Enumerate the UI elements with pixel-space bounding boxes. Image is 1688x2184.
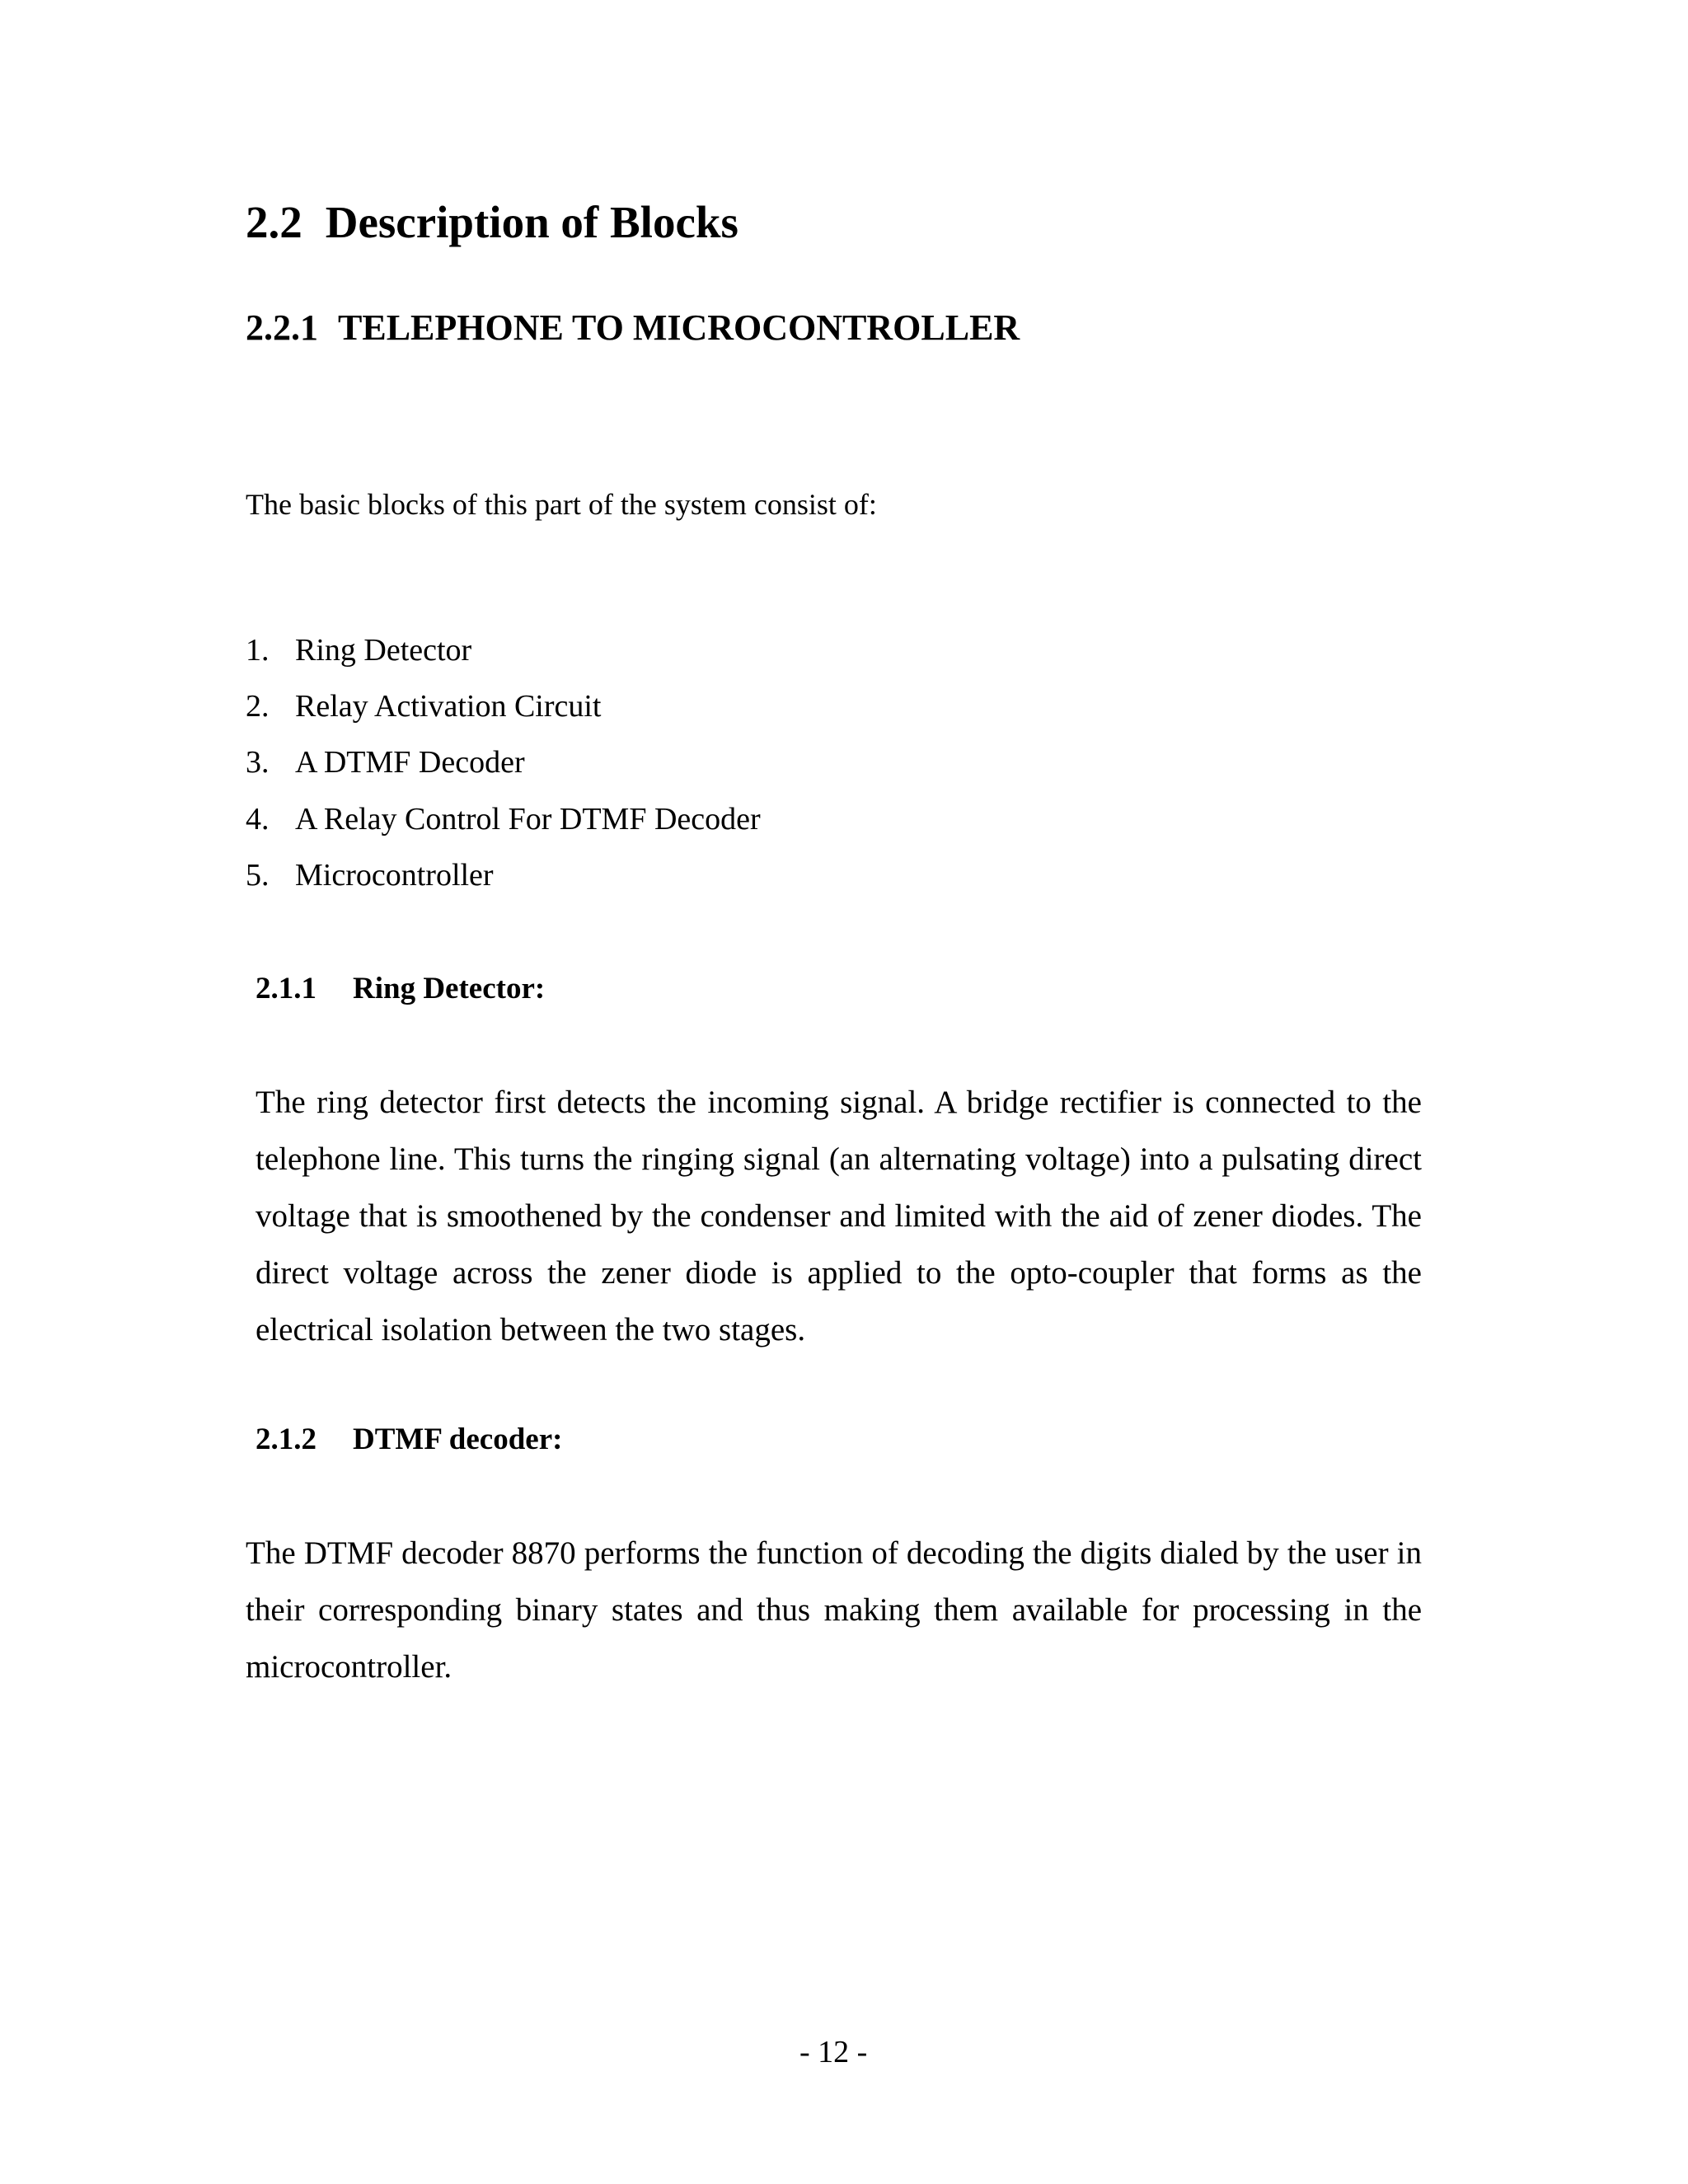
list-item-number: 2.	[246, 689, 270, 724]
intro-text: The basic blocks of this part of the system consist of:	[246, 488, 877, 521]
subsection-number: 2.2.1	[246, 307, 318, 348]
section-number: 2.2	[246, 197, 302, 247]
list-item	[246, 801, 761, 837]
list-item-number: 4.	[246, 802, 270, 837]
list-item-label: A DTMF Decoder	[295, 745, 525, 780]
page-number: - 12 -	[799, 2035, 868, 2069]
ring-detector-title: Ring Detector:	[353, 972, 546, 1005]
dtmf-decoder-title: DTMF decoder:	[353, 1422, 563, 1456]
section-heading	[246, 196, 738, 248]
dtmf-decoder-number: 2.1.2	[256, 1422, 316, 1456]
list-item-number: 5.	[246, 858, 270, 893]
section-title: Description of Blocks	[325, 197, 738, 247]
list-item-label: Relay Activation Circuit	[295, 689, 602, 724]
list-item	[246, 744, 525, 780]
list-item-label: Ring Detector	[295, 633, 472, 668]
list-item	[246, 857, 494, 893]
list-item	[246, 632, 471, 668]
ring-detector-number: 2.1.1	[256, 972, 316, 1005]
subsection-heading	[246, 307, 1020, 349]
list-item	[246, 688, 601, 724]
list-item-label: A Relay Control For DTMF Decoder	[295, 802, 761, 837]
dtmf-decoder-heading	[256, 1422, 562, 1457]
subsection-title: TELEPHONE TO MICROCONTROLLER	[338, 307, 1020, 348]
ring-detector-paragraph: The ring detector first detects the incoming signal. A bridge rectifier is connected to the telephone line. This turns the ringing signal (an alternating voltage) into a pulsating direct voltage that is smoothened by the condenser and limited with the aid of zener diodes. The direct voltage across the zener diode is applied to the opto-coupler that forms as the electrical isolation between the two stages.	[256, 1085, 1422, 1347]
list-item-label: Microcontroller	[295, 858, 494, 893]
ring-detector-heading	[256, 971, 545, 1006]
list-item-number: 1.	[246, 633, 270, 668]
list-item-number: 3.	[246, 745, 270, 780]
dtmf-decoder-paragraph: The DTMF decoder 8870 performs the function of decoding the digits dialed by the user in their corresponding binary states and thus making them available for processing in the microcontroller.	[246, 1535, 1422, 1685]
